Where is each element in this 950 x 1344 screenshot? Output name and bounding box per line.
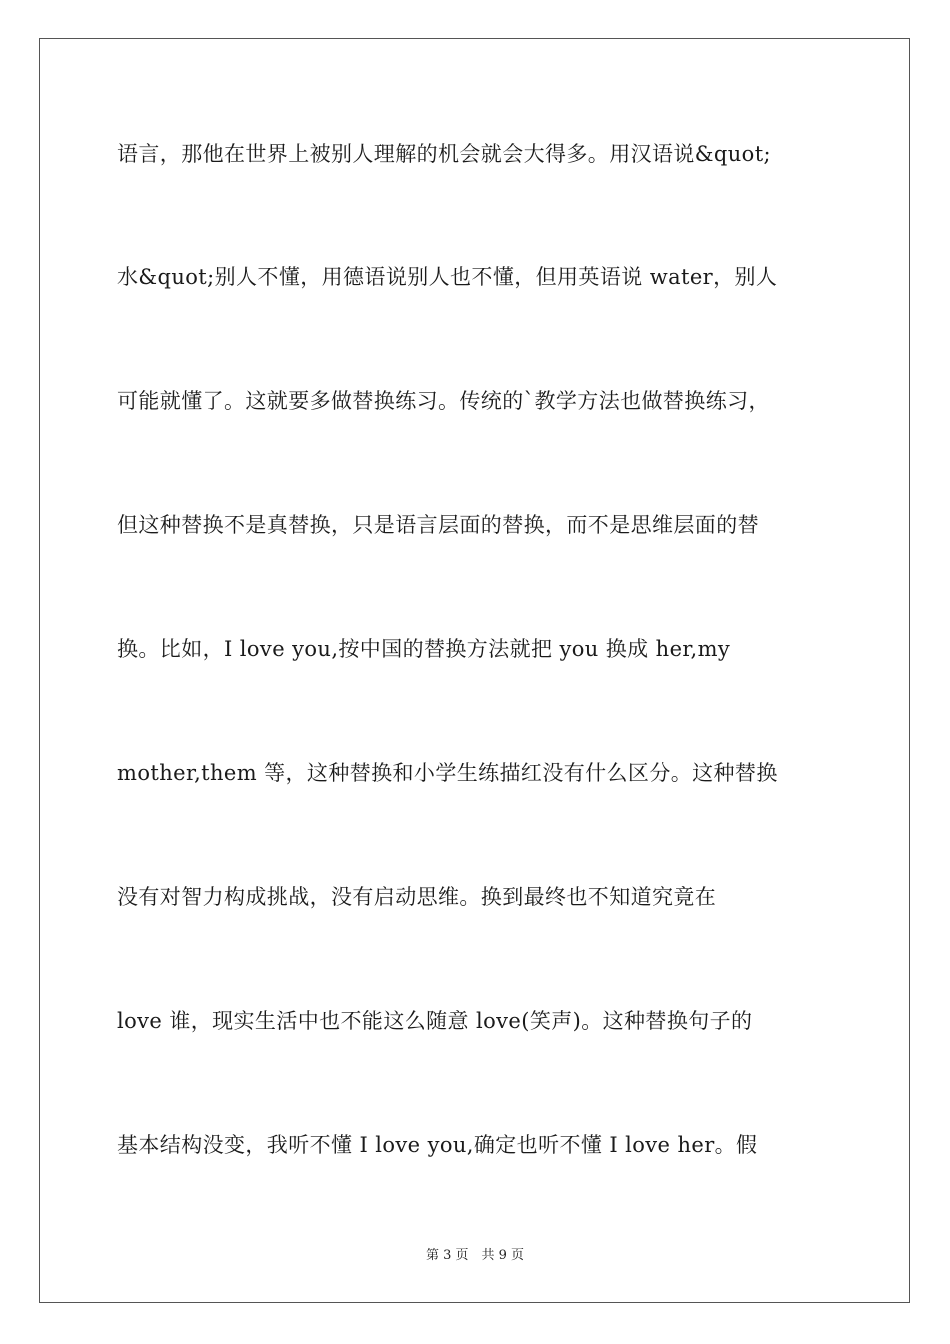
paragraph-line-1: 语言，那他在世界上被别人理解的机会就会大得多。用汉语说&quot;: [117, 142, 772, 166]
paragraph-line-7: 没有对智力构成挑战，没有启动思维。换到最终也不知道究竟在: [117, 885, 717, 909]
page-number-footer: 第 3 页 共 9 页: [425, 1248, 525, 1263]
page-border: [39, 38, 910, 1303]
paragraph-line-9: 基本结构没变，我听不懂 I love you,确定也听不懂 I love her。假: [117, 1133, 758, 1157]
paragraph-line-2: 水&quot;别人不懂，用德语说别人也不懂，但用英语说 water，别人: [117, 265, 778, 289]
paragraph-line-5: 换。比如，I love you,按中国的替换方法就把 you 换成 her,my: [117, 637, 731, 661]
paragraph-line-8: love 谁，现实生活中也不能这么随意 love(笑声)。这种替换句子的: [117, 1009, 753, 1033]
paragraph-line-4: 但这种替换不是真替换，只是语言层面的替换，而不是思维层面的替: [117, 513, 759, 537]
paragraph-line-3: 可能就懂了。这就要多做替换练习。传统的`教学方法也做替换练习，: [117, 389, 770, 413]
paragraph-line-6: mother,them 等，这种替换和小学生练描红没有什么区分。这种替换: [117, 761, 778, 785]
